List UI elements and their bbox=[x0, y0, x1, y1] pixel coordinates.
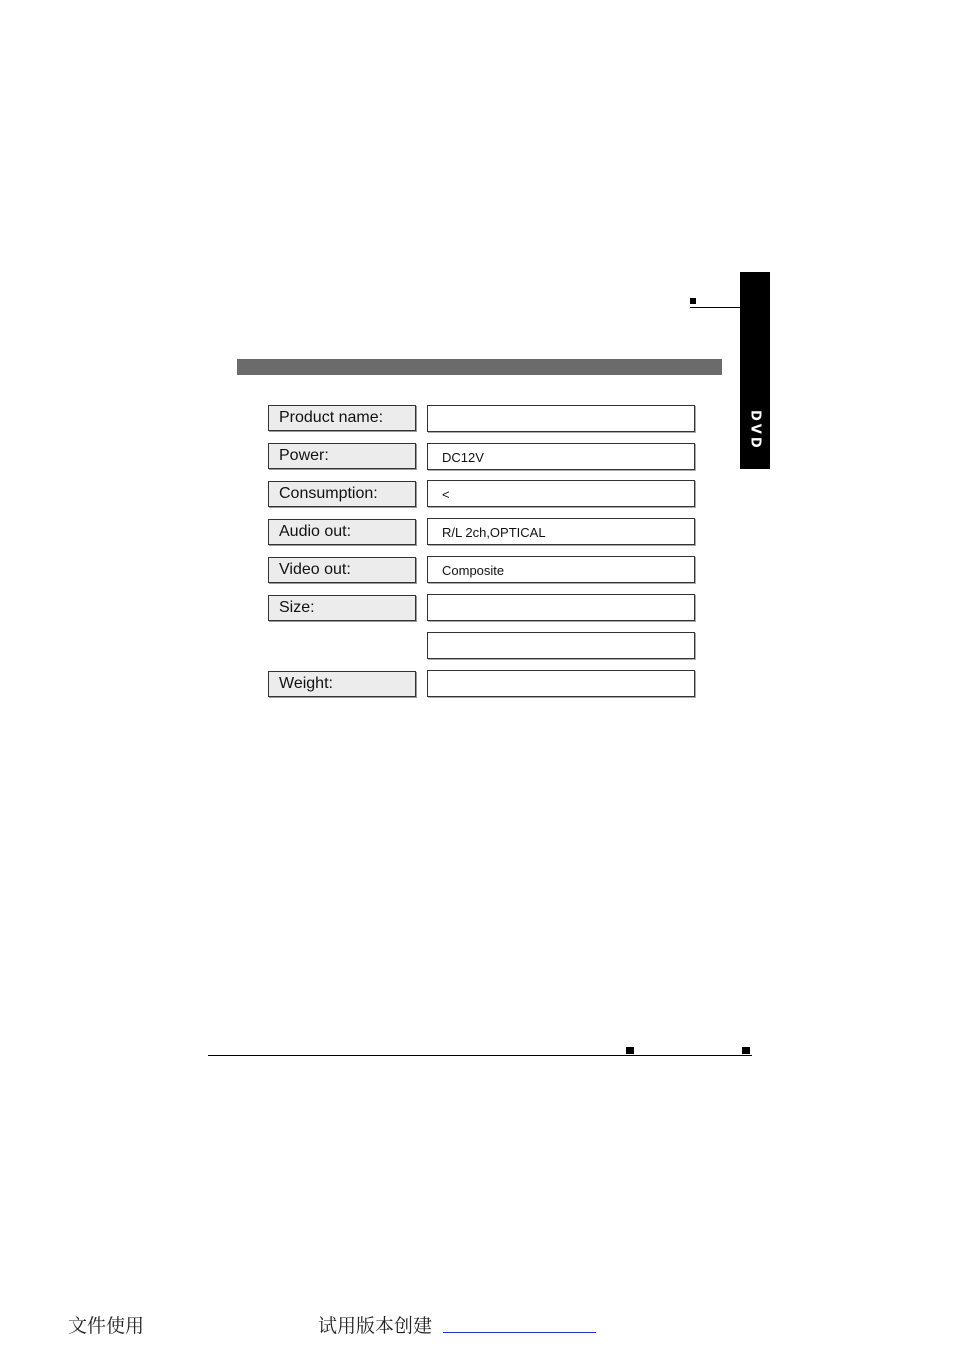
side-tab bbox=[740, 272, 770, 469]
spec-value-size bbox=[427, 594, 695, 621]
spec-label-power: Power: bbox=[268, 443, 416, 469]
spec-value-consumption: < bbox=[427, 480, 695, 507]
tab-leader-line bbox=[690, 307, 740, 308]
spec-label-audio-out: Audio out: bbox=[268, 519, 416, 545]
spec-value-size-extra bbox=[427, 632, 695, 659]
spec-value-audio-out: R/L 2ch,OPTICAL bbox=[427, 518, 695, 545]
spec-label-product-name: Product name: bbox=[268, 405, 416, 431]
footer-left-text: 文件使用 bbox=[68, 1315, 145, 1337]
spec-value-power: DC12V bbox=[427, 443, 695, 470]
footer-square-left bbox=[626, 1047, 634, 1054]
footer-square-right bbox=[742, 1047, 750, 1054]
spec-label-video-out: Video out: bbox=[268, 557, 416, 583]
side-tab-label: DVD bbox=[747, 409, 763, 451]
spec-value-video-out: Composite bbox=[427, 556, 695, 583]
footer-rule bbox=[208, 1055, 752, 1056]
spec-label-consumption: Consumption: bbox=[268, 481, 416, 507]
spec-value-product-name bbox=[427, 405, 695, 432]
spec-label-weight: Weight: bbox=[268, 671, 416, 697]
footer-link[interactable] bbox=[443, 1332, 596, 1333]
spec-value-weight bbox=[427, 670, 695, 697]
section-header-bar bbox=[237, 359, 722, 375]
tab-marker-square bbox=[690, 298, 696, 304]
spec-label-size: Size: bbox=[268, 595, 416, 621]
footer-right-text: 试用版本创建 bbox=[318, 1315, 433, 1337]
